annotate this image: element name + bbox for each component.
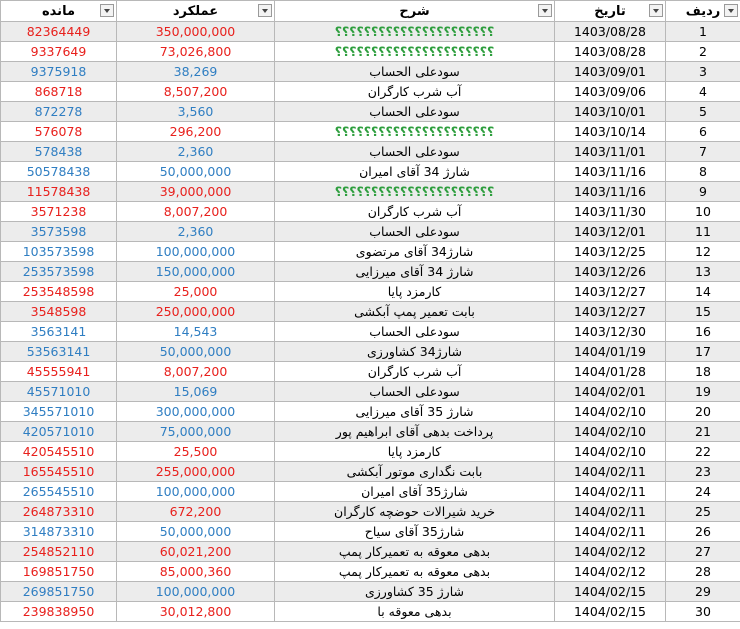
amount-cell[interactable]: 15,069	[117, 382, 275, 402]
balance-cell[interactable]: 269851750	[1, 582, 117, 602]
amount-cell[interactable]: 85,000,360	[117, 562, 275, 582]
amount-cell[interactable]: 50,000,000	[117, 342, 275, 362]
amount-cell[interactable]: 25,000	[117, 282, 275, 302]
table-row	[1, 522, 740, 542]
description-cell[interactable]: سودعلی الحساب	[275, 102, 555, 122]
dropdown-filter-icon[interactable]	[649, 4, 663, 17]
date-cell[interactable]: 1403/09/01	[555, 62, 666, 82]
row-number-cell[interactable]: 5	[666, 102, 740, 122]
balance-cell[interactable]: 3571238	[1, 202, 117, 222]
date-cell[interactable]: 1403/11/16	[555, 162, 666, 182]
description-cell[interactable]: خرید شیرالات حوضچه کارگران	[275, 502, 555, 522]
table-row	[1, 442, 740, 462]
balance-cell[interactable]: 3573598	[1, 222, 117, 242]
date-cell[interactable]: 1403/12/30	[555, 322, 666, 342]
amount-cell[interactable]: 2,360	[117, 142, 275, 162]
description-cell[interactable]: پرداخت بدهی آقای ابراهیم پور	[275, 422, 555, 442]
amount-cell[interactable]: 30,012,800	[117, 602, 275, 622]
balance-cell[interactable]: 9375918	[1, 62, 117, 82]
description-cell[interactable]: بابت تعمیر پمپ آبکشی	[275, 302, 555, 322]
balance-cell[interactable]: 239838950	[1, 602, 117, 622]
description-cell[interactable]: شارژ 35 کشاورزی	[275, 582, 555, 602]
header-row-number-label: ردیف	[685, 3, 721, 19]
table-row	[1, 102, 740, 122]
description-cell[interactable]: سودعلی الحساب	[275, 142, 555, 162]
table-row	[1, 62, 740, 82]
amount-cell[interactable]: 250,000,000	[117, 302, 275, 322]
table-row	[1, 82, 740, 102]
balance-cell[interactable]: 45555941	[1, 362, 117, 382]
date-cell[interactable]: 1403/10/14	[555, 122, 666, 142]
table-row	[1, 202, 740, 222]
description-cell[interactable]: کارمزد پایا	[275, 282, 555, 302]
header-amount-label: عملکرد	[172, 3, 219, 19]
row-number-cell[interactable]: 21	[666, 422, 740, 442]
header-balance	[1, 1, 117, 22]
balance-cell[interactable]: 253548598	[1, 282, 117, 302]
table-row	[1, 302, 740, 322]
dropdown-filter-icon[interactable]	[538, 4, 552, 17]
amount-cell[interactable]: 75,000,000	[117, 422, 275, 442]
description-cell[interactable]: آب شرب کارگران	[275, 202, 555, 222]
row-number-cell[interactable]: 24	[666, 482, 740, 502]
row-number-cell[interactable]: 16	[666, 322, 740, 342]
balance-cell[interactable]: 82364449	[1, 22, 117, 42]
date-cell[interactable]: 1404/02/11	[555, 482, 666, 502]
date-cell[interactable]: 1404/02/15	[555, 582, 666, 602]
row-number-cell[interactable]: 8	[666, 162, 740, 182]
row-number-cell[interactable]: 26	[666, 522, 740, 542]
date-cell[interactable]: 1404/02/11	[555, 522, 666, 542]
date-cell[interactable]: 1404/02/10	[555, 442, 666, 462]
balance-cell[interactable]: 50578438	[1, 162, 117, 182]
balance-cell[interactable]: 578438	[1, 142, 117, 162]
balance-cell[interactable]: 872278	[1, 102, 117, 122]
table-row	[1, 342, 740, 362]
row-number-cell[interactable]: 17	[666, 342, 740, 362]
date-cell[interactable]: 1403/12/27	[555, 302, 666, 322]
amount-cell[interactable]: 8,007,200	[117, 202, 275, 222]
table-row	[1, 402, 740, 422]
description-cell[interactable]: بدهی معوقه با	[275, 602, 555, 622]
table-row	[1, 242, 740, 262]
table-row	[1, 422, 740, 442]
balance-cell[interactable]: 165545510	[1, 462, 117, 482]
date-cell[interactable]: 1404/01/28	[555, 362, 666, 382]
table-row	[1, 282, 740, 302]
row-number-cell[interactable]: 25	[666, 502, 740, 522]
table-row	[1, 162, 740, 182]
date-cell[interactable]: 1404/02/01	[555, 382, 666, 402]
balance-cell[interactable]: 265545510	[1, 482, 117, 502]
row-number-cell[interactable]: 19	[666, 382, 740, 402]
header-date-label: تاریخ	[594, 3, 626, 19]
date-cell[interactable]: 1403/09/06	[555, 82, 666, 102]
description-cell[interactable]: کارمزد پایا	[275, 442, 555, 462]
amount-cell[interactable]: 296,200	[117, 122, 275, 142]
date-cell[interactable]: 1404/02/12	[555, 542, 666, 562]
row-number-cell[interactable]: 23	[666, 462, 740, 482]
amount-cell[interactable]: 60,021,200	[117, 542, 275, 562]
row-number-cell[interactable]: 28	[666, 562, 740, 582]
table-row	[1, 362, 740, 382]
description-cell[interactable]: آب شرب کارگران	[275, 82, 555, 102]
amount-cell[interactable]: 100,000,000	[117, 242, 275, 262]
amount-cell[interactable]: 39,000,000	[117, 182, 275, 202]
date-cell[interactable]: 1403/11/30	[555, 202, 666, 222]
description-cell[interactable]: بدهی معوقه به تعمیرکار پمپ	[275, 562, 555, 582]
description-cell[interactable]: شارژ34 آقای مرتضوی	[275, 242, 555, 262]
description-cell[interactable]: سودعلی الحساب	[275, 382, 555, 402]
balance-cell[interactable]: 253573598	[1, 262, 117, 282]
amount-cell[interactable]: 73,026,800	[117, 42, 275, 62]
date-cell[interactable]: 1404/02/12	[555, 562, 666, 582]
header-date	[555, 1, 666, 22]
description-cell[interactable]: ؟؟؟؟؟؟؟؟؟؟؟؟؟؟؟؟؟؟؟؟؟؟	[275, 42, 555, 62]
description-cell[interactable]: شارژ34 کشاورزی	[275, 342, 555, 362]
header-description	[275, 1, 555, 22]
row-number-cell[interactable]: 30	[666, 602, 740, 622]
table-row	[1, 222, 740, 242]
row-number-cell[interactable]: 20	[666, 402, 740, 422]
description-cell[interactable]: ؟؟؟؟؟؟؟؟؟؟؟؟؟؟؟؟؟؟؟؟؟؟	[275, 182, 555, 202]
row-number-cell[interactable]: 29	[666, 582, 740, 602]
table-row	[1, 482, 740, 502]
balance-cell[interactable]: 264873310	[1, 502, 117, 522]
amount-cell[interactable]: 3,560	[117, 102, 275, 122]
amount-cell[interactable]: 8,507,200	[117, 82, 275, 102]
table-row	[1, 382, 740, 402]
dropdown-filter-icon[interactable]	[258, 4, 272, 17]
balance-cell[interactable]: 169851750	[1, 562, 117, 582]
amount-cell[interactable]: 50,000,000	[117, 522, 275, 542]
date-cell[interactable]: 1403/12/26	[555, 262, 666, 282]
description-cell[interactable]: سودعلی الحساب	[275, 62, 555, 82]
table-row	[1, 502, 740, 522]
row-number-cell[interactable]: 18	[666, 362, 740, 382]
table-row	[1, 562, 740, 582]
amount-cell[interactable]: 350,000,000	[117, 22, 275, 42]
date-cell[interactable]: 1403/12/01	[555, 222, 666, 242]
table-row	[1, 182, 740, 202]
description-cell[interactable]: بابت نگداری موتور آبکشی	[275, 462, 555, 482]
row-number-cell[interactable]: 14	[666, 282, 740, 302]
balance-cell[interactable]: 254852110	[1, 542, 117, 562]
row-number-cell[interactable]: 2	[666, 42, 740, 62]
date-cell[interactable]: 1404/02/10	[555, 422, 666, 442]
balance-cell[interactable]: 11578438	[1, 182, 117, 202]
date-cell[interactable]: 1403/10/01	[555, 102, 666, 122]
balance-cell[interactable]: 3548598	[1, 302, 117, 322]
date-cell[interactable]: 1403/12/25	[555, 242, 666, 262]
table-row	[1, 322, 740, 342]
date-cell[interactable]: 1404/01/19	[555, 342, 666, 362]
table-row	[1, 582, 740, 602]
date-cell[interactable]: 1404/02/15	[555, 602, 666, 622]
row-number-cell[interactable]: 7	[666, 142, 740, 162]
date-cell[interactable]: 1404/02/11	[555, 502, 666, 522]
row-number-cell[interactable]: 15	[666, 302, 740, 322]
date-cell[interactable]: 1403/08/28	[555, 22, 666, 42]
table-row	[1, 462, 740, 482]
row-number-cell[interactable]: 3	[666, 62, 740, 82]
balance-cell[interactable]: 103573598	[1, 242, 117, 262]
dropdown-filter-icon[interactable]	[100, 4, 114, 17]
balance-cell[interactable]: 420571010	[1, 422, 117, 442]
balance-cell[interactable]: 45571010	[1, 382, 117, 402]
amount-cell[interactable]: 255,000,000	[117, 462, 275, 482]
ledger-body	[1, 22, 740, 622]
header-balance-label: مانده	[42, 3, 75, 19]
date-cell[interactable]: 1403/12/27	[555, 282, 666, 302]
balance-cell[interactable]: 345571010	[1, 402, 117, 422]
row-number-cell[interactable]: 6	[666, 122, 740, 142]
description-cell[interactable]: شارژ 34 آقای امیران	[275, 162, 555, 182]
amount-cell[interactable]: 100,000,000	[117, 482, 275, 502]
row-number-cell[interactable]: 13	[666, 262, 740, 282]
description-cell[interactable]: بدهی معوقه به تعمیرکار پمپ	[275, 542, 555, 562]
header-row-number	[666, 1, 740, 22]
balance-cell[interactable]: 3563141	[1, 322, 117, 342]
balance-cell[interactable]: 53563141	[1, 342, 117, 362]
amount-cell[interactable]: 38,269	[117, 62, 275, 82]
amount-cell[interactable]: 8,007,200	[117, 362, 275, 382]
row-number-cell[interactable]: 1	[666, 22, 740, 42]
description-cell[interactable]: شارژ 35 آقای میرزایی	[275, 402, 555, 422]
table-row	[1, 602, 740, 622]
table-row	[1, 122, 740, 142]
amount-cell[interactable]: 25,500	[117, 442, 275, 462]
amount-cell[interactable]: 14,543	[117, 322, 275, 342]
description-cell[interactable]: سودعلی الحساب	[275, 322, 555, 342]
table-row	[1, 22, 740, 42]
balance-cell[interactable]: 576078	[1, 122, 117, 142]
row-number-cell[interactable]: 12	[666, 242, 740, 262]
amount-cell[interactable]: 2,360	[117, 222, 275, 242]
dropdown-filter-icon[interactable]	[724, 4, 738, 17]
date-cell[interactable]: 1404/02/10	[555, 402, 666, 422]
description-cell[interactable]: سودعلی الحساب	[275, 222, 555, 242]
row-number-cell[interactable]: 9	[666, 182, 740, 202]
description-cell[interactable]: ؟؟؟؟؟؟؟؟؟؟؟؟؟؟؟؟؟؟؟؟؟؟	[275, 22, 555, 42]
date-cell[interactable]: 1403/08/28	[555, 42, 666, 62]
description-cell[interactable]: شارژ 34 آقای میرزایی	[275, 262, 555, 282]
amount-cell[interactable]: 300,000,000	[117, 402, 275, 422]
description-cell[interactable]: شارژ35 آقای سیاح	[275, 522, 555, 542]
description-cell[interactable]: شارژ35 آقای امیران	[275, 482, 555, 502]
balance-cell[interactable]: 314873310	[1, 522, 117, 542]
header-description-label: شرح	[399, 3, 430, 19]
header-row	[1, 1, 740, 22]
date-cell[interactable]: 1403/11/16	[555, 182, 666, 202]
header-amount	[117, 1, 275, 22]
row-number-cell[interactable]: 22	[666, 442, 740, 462]
amount-cell[interactable]: 672,200	[117, 502, 275, 522]
table-row	[1, 42, 740, 62]
amount-cell[interactable]: 100,000,000	[117, 582, 275, 602]
row-number-cell[interactable]: 11	[666, 222, 740, 242]
amount-cell[interactable]: 150,000,000	[117, 262, 275, 282]
row-number-cell[interactable]: 10	[666, 202, 740, 222]
date-cell[interactable]: 1404/02/11	[555, 462, 666, 482]
date-cell[interactable]: 1403/11/01	[555, 142, 666, 162]
row-number-cell[interactable]: 27	[666, 542, 740, 562]
balance-cell[interactable]: 9337649	[1, 42, 117, 62]
description-cell[interactable]: آب شرب کارگران	[275, 362, 555, 382]
balance-cell[interactable]: 868718	[1, 82, 117, 102]
amount-cell[interactable]: 50,000,000	[117, 162, 275, 182]
table-row	[1, 142, 740, 162]
table-row	[1, 262, 740, 282]
table-row	[1, 542, 740, 562]
row-number-cell[interactable]: 4	[666, 82, 740, 102]
balance-cell[interactable]: 420545510	[1, 442, 117, 462]
description-cell[interactable]: ؟؟؟؟؟؟؟؟؟؟؟؟؟؟؟؟؟؟؟؟؟؟	[275, 122, 555, 142]
